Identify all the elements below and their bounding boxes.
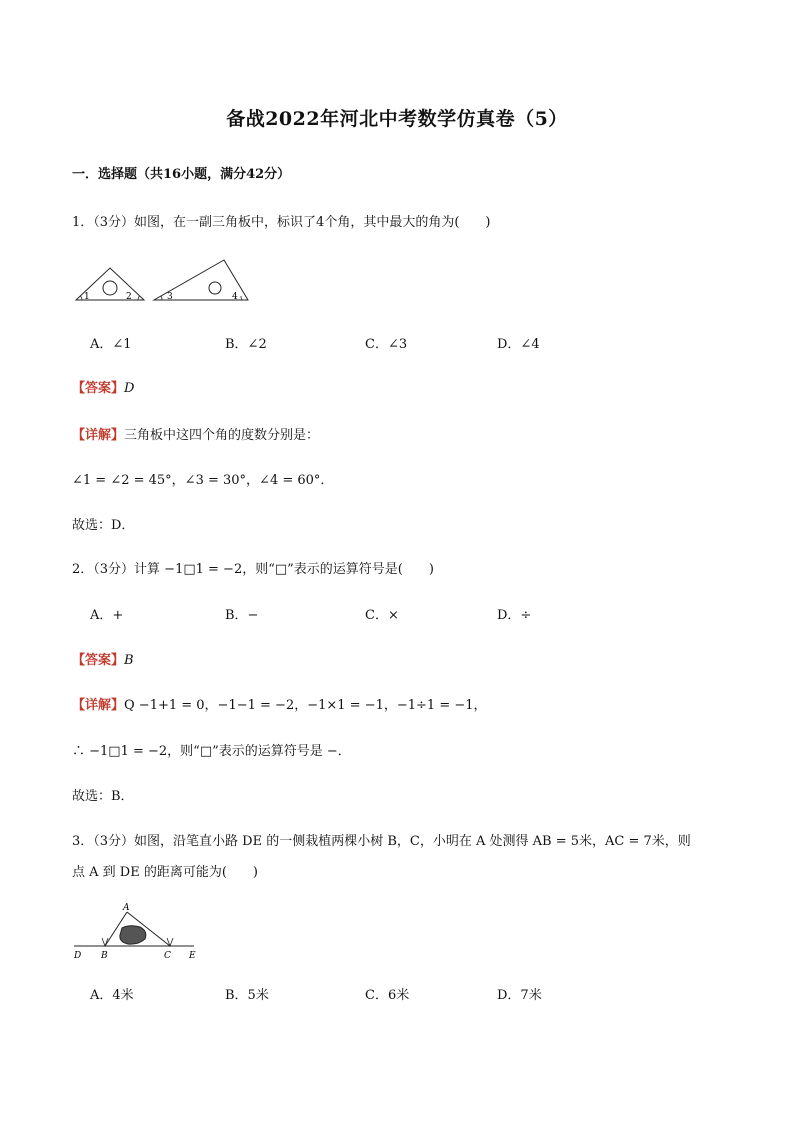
- section-heading: 一．选择题（共16小题，满分42分）: [72, 167, 291, 182]
- q3-option-b: B．5米: [225, 988, 269, 1003]
- q2-option-d: D．÷: [497, 608, 532, 623]
- q1-answer: [72, 377, 134, 396]
- q1-detail-2: ∠1 = ∠2 = 45°，∠3 = 30°，∠4 = 60°．: [72, 473, 334, 488]
- q2-detail: [72, 694, 487, 713]
- q1-option-b: B．∠2: [225, 337, 267, 352]
- q3-stem: 3．（3分）如图，沿笔直小路 DE 的一侧栽植两棵小树 B，C，小明在 A 处测得 AB = 5米，AC = 7米，则: [72, 834, 691, 849]
- answer-label: 【答案】: [72, 381, 125, 396]
- detail-text: 三角板中这四个角的度数分别是：: [124, 428, 320, 443]
- q1-option-c: C．∠3: [365, 337, 408, 352]
- answer-label: 【答案】: [72, 653, 125, 668]
- q2-option-a: A．+: [90, 608, 124, 623]
- q1-option-a: A．∠1: [90, 337, 132, 352]
- q3-option-c: C．6米: [365, 988, 410, 1003]
- angle-3-label: 3: [167, 292, 173, 302]
- page-title: 备战2022年河北中考数学仿真卷（5）: [226, 108, 568, 130]
- triangle-hole: [103, 281, 117, 295]
- point-a-label: A: [123, 903, 130, 913]
- triangle-hole: [209, 282, 221, 294]
- point-d-label: D: [74, 951, 82, 961]
- q1-option-d: D．∠4: [497, 337, 540, 352]
- q3-option-d: D．7米: [497, 988, 542, 1003]
- answer-value: D: [124, 381, 135, 396]
- q2-detail-2: ∴ −1□1 = −2，则“□”表示的运算符号是 −．: [72, 744, 351, 759]
- answer-value: B: [124, 653, 134, 668]
- angle-4-label: 4: [232, 292, 238, 302]
- q2-conclusion: 故选：B．: [72, 789, 134, 804]
- detail-label: 【详解】: [72, 428, 125, 443]
- q2-option-b: B．−: [225, 608, 259, 623]
- q1-detail: [72, 424, 319, 443]
- q2-stem: 2．（3分）计算 −1□1 = −2，则“□”表示的运算符号是( ): [72, 562, 434, 577]
- q2-answer: [72, 649, 134, 668]
- q2-option-c: C．×: [365, 608, 399, 623]
- detail-label: 【详解】: [72, 698, 125, 713]
- angle-2-label: 2: [126, 292, 132, 302]
- rock-shape: [120, 926, 146, 944]
- q3-stem-2: 点 A 到 DE 的距离可能为( ): [72, 865, 258, 880]
- q1-conclusion: 故选：D．: [72, 518, 135, 533]
- point-e-label: E: [189, 951, 196, 961]
- q1-stem: 1．（3分）如图，在一副三角板中，标识了4个角，其中最大的角为( ): [72, 215, 491, 230]
- point-c-label: C: [164, 951, 171, 961]
- detail-text: Q −1+1 = 0，−1−1 = −2，−1×1 = −1，−1÷1 = −1，: [124, 698, 487, 713]
- point-b-label: B: [101, 951, 108, 961]
- q1-figure-set-squares: [72, 248, 252, 306]
- q3-option-a: A．4米: [90, 988, 134, 1003]
- angle-1-label: 1: [84, 292, 90, 302]
- q3-figure-road-trees: [72, 900, 202, 962]
